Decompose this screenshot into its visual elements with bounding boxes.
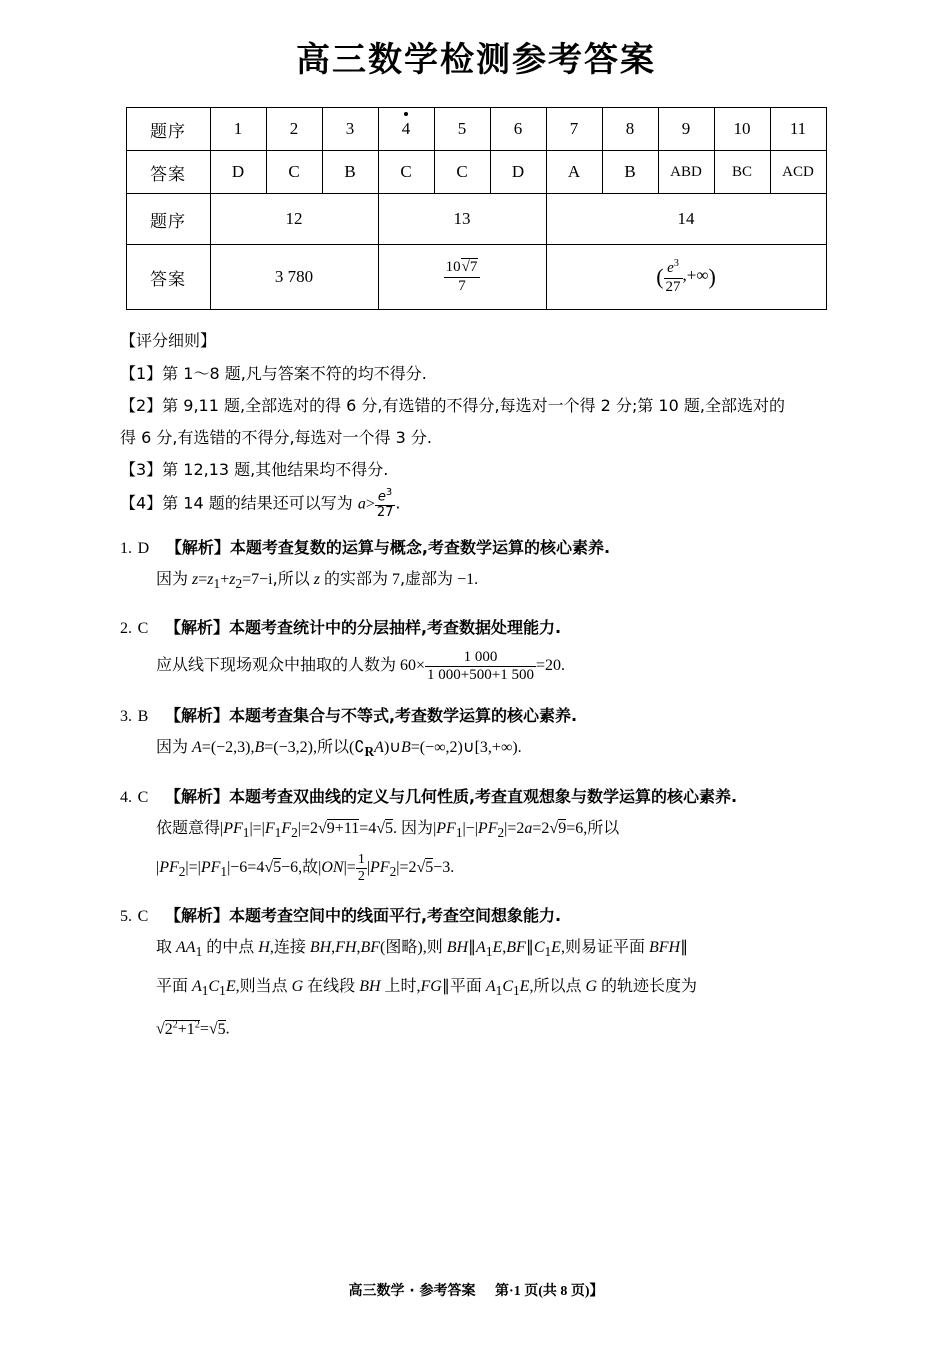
table-cell-fill-answer-12: 3 780 [210, 245, 378, 310]
table-cell-qnum: 8 [602, 108, 658, 151]
solution-5-title: 【解析】本题考查空间中的线面平行,考查空间想象能力. [164, 905, 562, 925]
stray-dot [404, 112, 408, 116]
table-cell-answer: C [378, 151, 434, 194]
solution-2-number: 2. [120, 620, 132, 638]
table-cell-qnum: 5 [434, 108, 490, 151]
solution-1-body: 因为 $z=z_1+z_2=7-i$,所以 z 的实部为 7,虚部为 −1. [156, 569, 479, 592]
footer-page-number: 第·1 页(共 8 页)】 [495, 1284, 604, 1299]
scoring-rule-3: 【3】第 12,13 题,其他结果均不得分. [120, 460, 389, 479]
row-header-question: 题序 [126, 108, 210, 151]
solution-2-answer: C [137, 620, 149, 638]
solution-3-number: 3. [120, 708, 132, 726]
scoring-rule-4-suffix: . [395, 493, 401, 513]
q14-exponent: 3 [673, 258, 679, 270]
solution-4-title: 【解析】本题考查双曲线的定义与几何性质,考查直观想象与数学运算的核心素养. [164, 786, 738, 806]
solution-4-answer: C [137, 788, 149, 806]
table-cell-answer: B [602, 151, 658, 194]
table-cell-answer: D [490, 151, 546, 194]
solution-3 [120, 703, 832, 769]
rule4-exponent: 3 [385, 487, 393, 498]
scoring-rule-4-operator: > [365, 495, 375, 513]
solution-4-head [120, 784, 832, 811]
scoring-rule-1: 【1】第 1～8 题,凡与答案不符的均不得分. [120, 364, 427, 383]
scoring-rule-2-line1: 【2】第 9,11 题,全部选对的得 6 分,有选错的不得分,每选对一个得 2 分;第 10 题,全部选对的 [120, 396, 785, 415]
table-row-question-numbers [126, 108, 826, 151]
solution-1-head [120, 535, 832, 562]
solution-4 [120, 784, 832, 889]
solution-4-body: 依题意得$|PF_1|=|F_1F_2|=2√9+11=4√5$. 因为$|PF_1|-|PF_2|=2a=2√9=6$,所以 $|PF_2|=|PF_1|-6=4√5-6$,故|ON|= $\frac{1}{2}$ $|PF_2|=2√5-3$. [156, 817, 620, 884]
row-header-answer-2: 答案 [126, 245, 210, 310]
table-row-answers [126, 151, 826, 194]
scoring-rule-4 [120, 487, 832, 521]
table-cell-answer: B [322, 151, 378, 194]
scoring-rules-heading: 【评分细则】 [120, 331, 217, 350]
solution-5-head [120, 903, 832, 930]
solution-2-head [120, 615, 832, 642]
table-cell-fill-answer-14: ( $\frac{e^3}{27}$ ,+∞) [546, 245, 826, 310]
row-header-answer: 答案 [126, 151, 210, 194]
table-cell-answer: BC [714, 151, 770, 194]
solution-2-title: 【解析】本题考查统计中的分层抽样,考查数据处理能力. [164, 618, 562, 638]
rule4-numerator: e [377, 489, 386, 505]
solution-1-title: 【解析】本题考查复数的运算与概念,考查数学运算的核心素养. [165, 538, 611, 558]
solution-2-body: 应从线下现场观众中抽取的人数为 60× $\frac{1 000}{1 000+500+1 500}$ =20. [156, 648, 565, 684]
solution-1-number: 1. [120, 540, 132, 558]
table-cell-answer: C [434, 151, 490, 194]
solution-5-body: 取 $AA_1$ 的中点 H,连接 BH,FH,BF(图略),则 $BH\parallel A_1E,BF\parallel C_1E$,则易证平面 BFH∥ 平面 $A_1C_1E$,则当点 G 在线段 BH 上时,FG∥平面 $A_1C_1E$,所以点 G 的轨迹长度为 $√2^2+1^2=√5$. [156, 936, 698, 1038]
solution-3-head [120, 703, 832, 730]
solution-5-answer: C [137, 907, 149, 925]
table-cell-qnum: 4 [378, 108, 434, 151]
table-cell-qnum: 11 [770, 108, 826, 151]
scoring-rules-section [120, 328, 832, 521]
solution-2 [120, 615, 832, 689]
solution-1-answer: D [137, 540, 150, 558]
solution-5-number: 5. [120, 907, 132, 925]
q14-interval-tail: ,+∞ [682, 265, 709, 285]
answer-table [126, 107, 827, 310]
table-cell-answer: ACD [770, 151, 826, 194]
footer-left: 高三数学 · 参考答案 [348, 1283, 476, 1299]
rule4-denominator: 27 [376, 505, 394, 521]
q14-numerator: e [667, 260, 674, 277]
scoring-rule-4-prefix: 【4】第 14 题的结果还可以写为 [120, 493, 358, 513]
table-cell-answer: C [266, 151, 322, 194]
table-row-fill-answers [126, 245, 826, 310]
table-cell-qnum: 10 [714, 108, 770, 151]
solution-4-number: 4. [120, 788, 132, 806]
table-cell-fill-num: 12 [210, 194, 378, 245]
scoring-rule-2-line2: 得 6 分,有选错的不得分,每选对一个得 3 分. [120, 428, 432, 447]
table-cell-answer: ABD [658, 151, 714, 194]
q13-numerator: 10 [445, 259, 461, 276]
table-cell-qnum: 9 [658, 108, 714, 151]
solution-3-title: 【解析】本题考查集合与不等式,考查数学运算的核心素养. [164, 706, 578, 726]
q14-denominator: 27 [665, 278, 681, 295]
table-cell-fill-num: 13 [378, 194, 546, 245]
q13-denominator: 7 [458, 277, 466, 294]
table-cell-fill-answer-13: $\frac{10√7}{7}$ [378, 245, 546, 310]
table-cell-qnum: 3 [322, 108, 378, 151]
solution-5 [120, 903, 832, 1047]
table-cell-qnum: 2 [266, 108, 322, 151]
table-cell-qnum: 7 [546, 108, 602, 151]
page-title: 高三数学检测参考答案 [296, 40, 656, 80]
table-cell-answer: A [546, 151, 602, 194]
q13-radicand: 7 [469, 259, 478, 276]
solution-3-answer: B [137, 708, 149, 726]
table-cell-answer: D [210, 151, 266, 194]
solution-1 [120, 535, 832, 601]
table-row-fill-numbers [126, 194, 826, 245]
scoring-rule-4-variable: a [357, 495, 366, 513]
table-cell-fill-num: 14 [546, 194, 826, 245]
page-footer [0, 1280, 952, 1300]
table-cell-qnum: 1 [210, 108, 266, 151]
row-header-question-2: 题序 [126, 194, 210, 245]
table-cell-qnum: 6 [490, 108, 546, 151]
solution-3-body: 因为 A=(−2,3),B=(−3,2),所以$(∁_RA)\cup B=(-\infty,2)\cup[3,+\infty)$. [156, 737, 522, 760]
